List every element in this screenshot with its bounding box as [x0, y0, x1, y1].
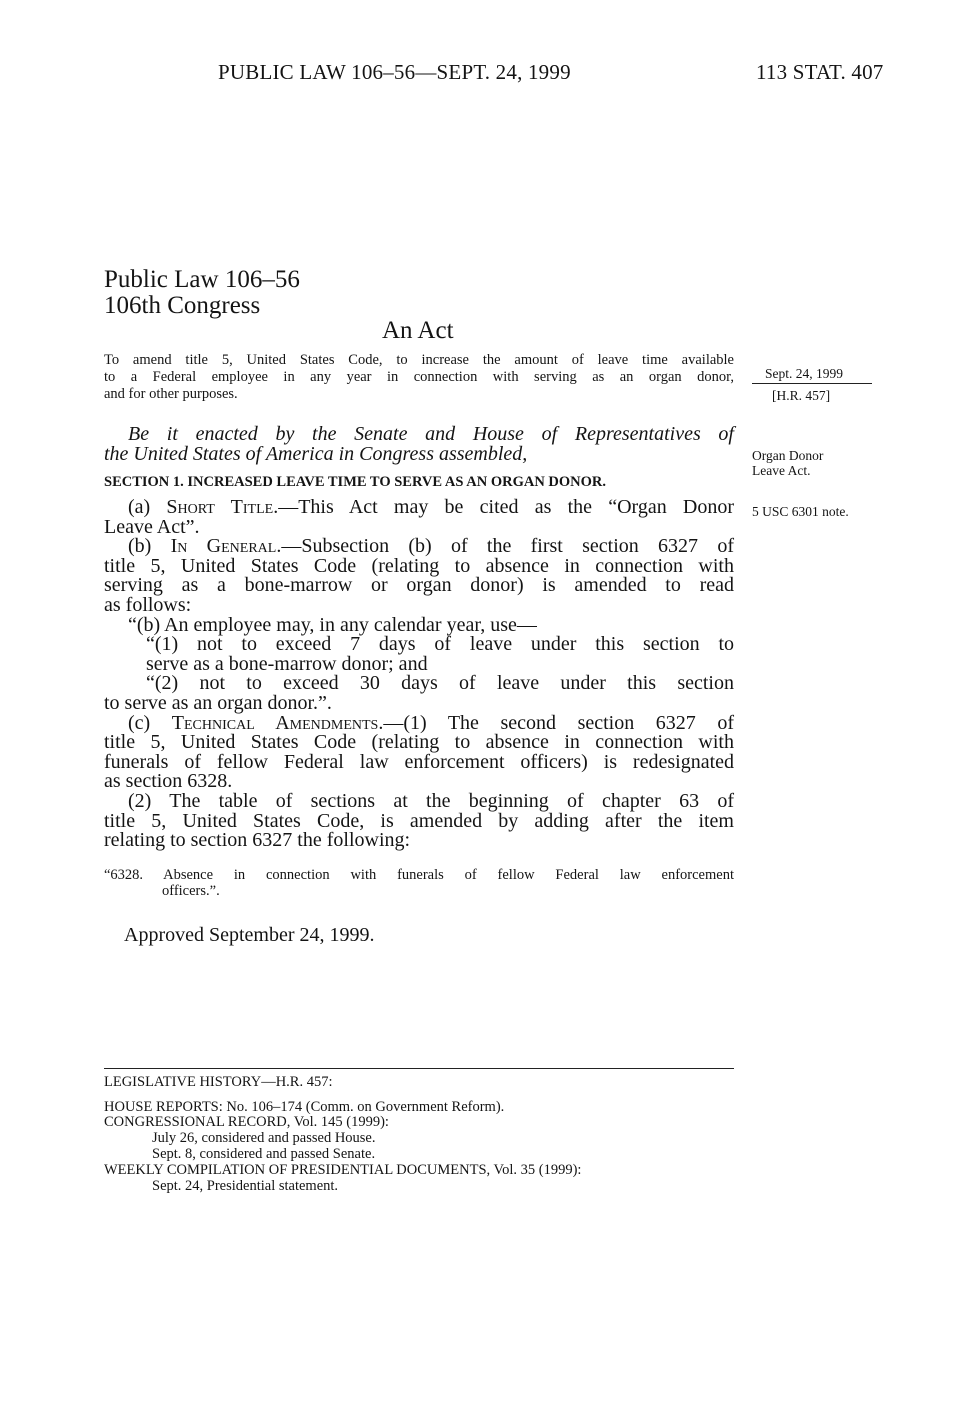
congress-number: 106th Congress	[104, 292, 261, 319]
quoted-subsection-line: “(b) An employee may, in any calendar year, use—	[128, 613, 537, 636]
approval-date: Approved September 24, 1999.	[124, 924, 375, 946]
table-of-sections-item	[104, 867, 734, 899]
running-header-left: PUBLIC LAW 106–56—SEPT. 24, 1999	[218, 60, 571, 84]
purpose-line: to a Federal employee in any year in connection with serving as an organ donor,	[104, 369, 734, 385]
subsection-a-heading: Short Title	[166, 496, 274, 518]
subsection-b-heading: In General	[170, 535, 277, 558]
enacting-clause	[104, 424, 734, 464]
margin-short-title-line2: Leave Act.	[752, 463, 811, 478]
subsection-b-line: title 5, United States Code (relating to absence in connection with	[104, 554, 734, 577]
subsection-b-line: as follows:	[104, 593, 192, 616]
legislative-history-heading: LEGISLATIVE HISTORY—H.R. 457:	[104, 1074, 333, 1090]
subsection-c-text: .—(1) The second section 6327 of	[378, 711, 735, 734]
paragraph-2-line: title 5, United States Code, is amended by adding after the item	[104, 809, 734, 832]
congressional-record: CONGRESSIONAL RECORD, Vol. 145 (1999):	[104, 1114, 389, 1130]
public-law-number: Public Law 106–56	[104, 266, 300, 293]
quoted-paragraph-2-line: “(2) not to exceed 30 days of leave under this section	[146, 672, 734, 695]
table-item-line: officers.”.	[162, 883, 220, 899]
purpose-line: To amend title 5, United States Code, to increase the amount of leave time available	[104, 352, 734, 368]
section-heading: SECTION 1. INCREASED LEAVE TIME TO SERVE AS AN ORGAN DONOR.	[104, 474, 607, 490]
congressional-record-item: Sept. 8, considered and passed Senate.	[152, 1146, 376, 1162]
purpose-line: and for other purposes.	[104, 386, 238, 402]
subsection-a-line	[104, 498, 734, 518]
margin-short-title-line1: Organ Donor	[752, 448, 824, 463]
house-reports: HOUSE REPORTS: No. 106–174 (Comm. on Government Reform).	[104, 1099, 505, 1115]
subsection-c-line: as section 6328.	[104, 770, 233, 793]
subsection-a-label: (a)	[128, 496, 167, 518]
subsection-c-label: (c)	[128, 711, 172, 734]
subsection-a-text: .—This Act may be cited as the “Organ Donor	[273, 496, 735, 518]
purpose-statement	[104, 352, 734, 403]
quoted-paragraph-1-line: serve as a bone-marrow donor; and	[146, 652, 428, 675]
subsection-a-line: Leave Act”.	[104, 515, 200, 538]
margin-date: Sept. 24, 1999	[765, 366, 844, 381]
enacting-line: Be it enacted by the Senate and House of Representatives of	[128, 423, 734, 445]
margin-divider	[752, 383, 872, 384]
legislative-history-rule	[104, 1068, 734, 1069]
subsection-b-line: serving as a bone-marrow or organ donor) is amended to read	[104, 574, 734, 597]
section-body	[104, 498, 734, 851]
subsection-c-line: funerals of fellow Federal law enforcement officers) is redesignated	[104, 750, 734, 773]
subsection-b-label: (b)	[128, 535, 171, 558]
congressional-record-item: July 26, considered and passed House.	[152, 1130, 376, 1146]
margin-bill-number: [H.R. 457]	[772, 388, 831, 403]
quoted-paragraph-2-line: to serve as an organ donor.”.	[104, 691, 332, 714]
subsection-b-text: .—Subsection (b) of the first section 6327 of	[276, 535, 734, 558]
subsection-c-heading: Technical Amendments	[171, 711, 379, 734]
enacting-line: the United States of America in Congress assembled,	[104, 443, 528, 465]
running-header-page: 113 STAT. 407	[756, 60, 884, 84]
table-item-line: “6328. Absence in connection with funerals of fellow Federal law enforcement	[104, 867, 734, 883]
weekly-compilation-item: Sept. 24, Presidential statement.	[152, 1178, 339, 1194]
paragraph-2-line: relating to section 6327 the following:	[104, 829, 411, 852]
margin-usc-citation: 5 USC 6301 note.	[752, 504, 849, 519]
subsection-b-line	[104, 537, 734, 557]
act-title: An Act	[382, 317, 454, 344]
paragraph-2-line: (2) The table of sections at the beginning of chapter 63 of	[128, 789, 734, 812]
subsection-c-line: title 5, United States Code (relating to absence in connection with	[104, 731, 734, 754]
weekly-compilation: WEEKLY COMPILATION OF PRESIDENTIAL DOCUMENTS, Vol. 35 (1999):	[104, 1162, 582, 1178]
quoted-paragraph-1-line: “(1) not to exceed 7 days of leave under this section to	[146, 633, 734, 656]
